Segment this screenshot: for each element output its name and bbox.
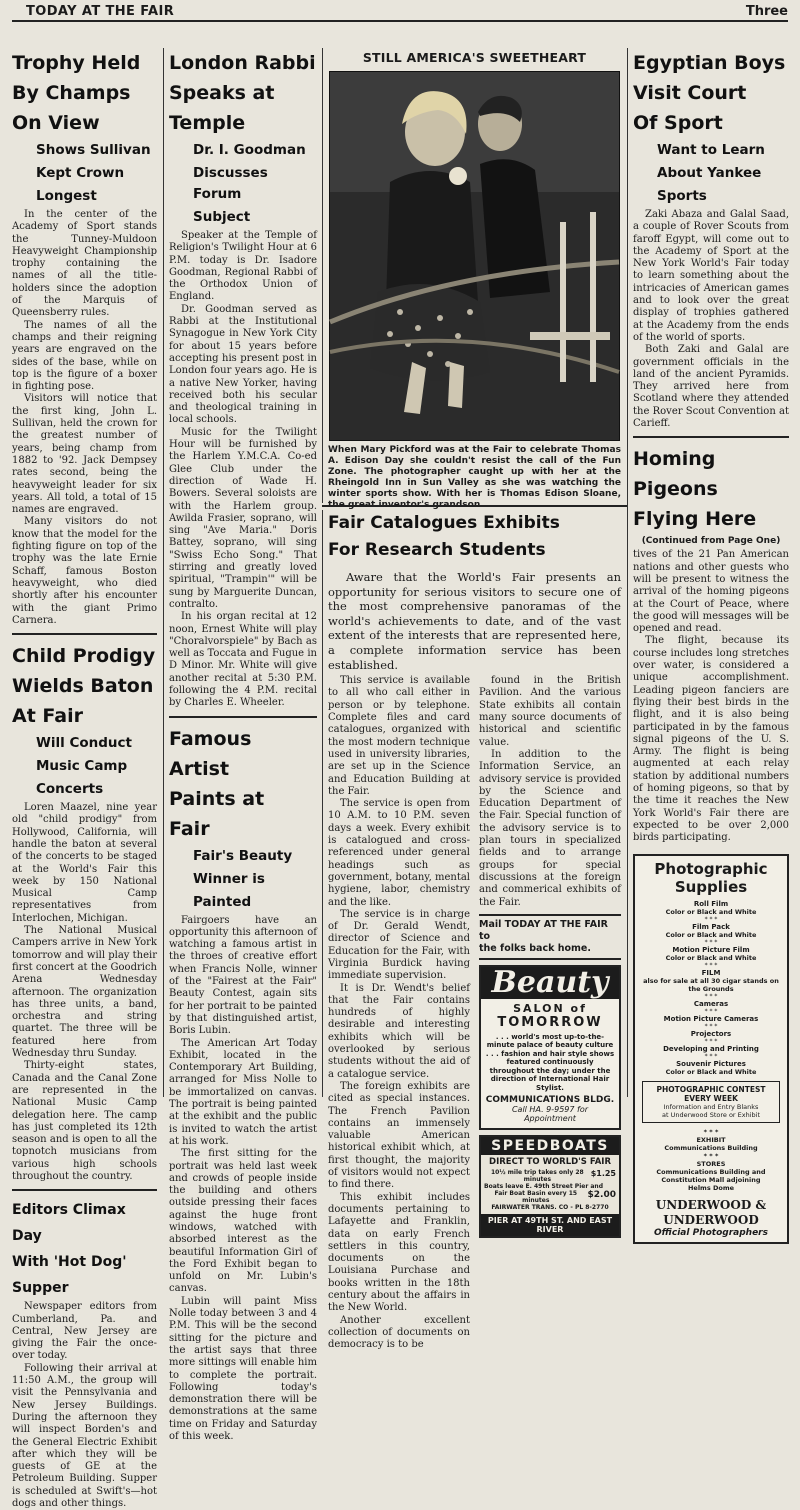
headline: For Research Students (328, 540, 546, 560)
article-egyptian-boys (633, 48, 789, 430)
paragraph: Both Zaki and Galal are government officials in the land of the ancient Pyramids. They arrived here from Scotland where they attended the Rover Scout Convention at Carieff. (633, 344, 789, 430)
paragraph: In his organ recital at 12 noon, Ernest White will play "Choralvorspiele" by Bach as well as Toccata and Fugue in D Minor. Mr. White will give another recital at 5:30 P.M. following the 4 P.M. recital by Charles E. Wheeler. (169, 611, 317, 709)
headline: On View (12, 112, 100, 134)
photo-caption: When Mary Pickford was at the Fair to celebrate Thomas A. Edison Day she couldn't resist the call of the Fun Zone. The photographer caught up with her at the Rheingold Inn in Sun Valley as she was watching the winter sports show. With her is Thomas Edison Sloane, (328, 445, 621, 499)
mail-line: the folks back home. (479, 942, 591, 954)
column-4 (633, 48, 789, 1239)
supply-item (640, 1045, 782, 1053)
deck: Fair's Beauty (193, 847, 293, 864)
paragraph: The first sitting for the portrait was held last week and crowds of people inside the building and others outside pressing their faces against the huge front windows, watched with absorbed interest as the beautiful Information Girl of the Ford Exhibit began to unfold on Mr. Lubin's canvas. (169, 1148, 317, 1295)
masthead-title: TODAY AT THE FAIR (26, 4, 175, 19)
exhibit-info (640, 1128, 782, 1192)
paragraph: Many visitors do not know that the model for the fighting figure on top of the trophy was the late Ernie Schaff, famous Boston heavyweight, who died shortly after his encounter with the giant Primo Carnera. (12, 516, 157, 626)
mary-pickford-photo (329, 71, 620, 441)
stars: * * * (703, 1128, 719, 1137)
paragraph: Music for the Twilight Hour will be furnished by the Harlem Y.M.C.A. Co-ed Glee Club under the direction of Wade H. Bowers. Several soloists are with the Harlem group. Awilda Frasier, soprano, will sing "Ave Maria." Doris Battey, soprano, will sing "Swiss Echo Song." That stirring and greatly loved spiritual, "Trampin'" will be sung by Marguerite Duncan, contralto. (169, 426, 317, 610)
headline: At Fair (12, 705, 83, 728)
speedboats-line: 10½ mile trip takes only 28 minutes (490, 1169, 584, 1184)
headline: Paints at (169, 787, 265, 810)
masthead (12, 2, 788, 22)
divider (479, 958, 621, 960)
headline: London Rabbi (169, 52, 316, 74)
contest-line: EVERY WEEK (684, 1094, 738, 1104)
speedboats-subtitle: DIRECT TO WORLD'S FAIR (489, 1157, 611, 1168)
supply-line: Color or Black and White (665, 908, 757, 917)
ad-title: Supplies (674, 878, 748, 897)
deck: Painted (193, 893, 252, 910)
firm-line: UNDERWOOD & (655, 1198, 767, 1213)
exhibit-line: Constitution Mall adjoining (661, 1176, 761, 1185)
deck: Kept Crown (36, 165, 125, 181)
ad-title: Photographic (654, 860, 768, 879)
article-trophy (12, 48, 157, 627)
paragraph: In the center of the Academy of Sport stands the Tunney-Muldoon Heavyweight Championship trophy containing the names of all the title-holders since the adoption of the Marquis of Queensberry rules. (12, 209, 157, 319)
column-1 (12, 48, 157, 1510)
paragraph: Lubin will paint Miss Nolle today between 3 and 4 P.M. This will be the second sitting for the picture and the artist says that three more sittings will enable him to complete the portrait. Following today's demonstration there will be demonstrations at the same time on Friday and Saturday of this week. (169, 1295, 317, 1443)
divider (169, 716, 317, 718)
price: $2.00 (587, 1190, 616, 1201)
article-column-right (479, 675, 621, 1351)
headline: Homing Pigeons (633, 448, 718, 501)
stars: * * * (704, 1038, 718, 1046)
stars: * * * (704, 962, 718, 970)
deck: Discusses Forum (193, 165, 268, 202)
paragraph: This service is available to all who call either in person or by telephone. Complete files and card catalogues, organized with the most modern technique used in university libraries, are set up in the Science and Education Building at the Fair. (328, 675, 470, 797)
paragraph: Thirty-eight states, Canada and the Canal Zone are represented in the National Music Camp delegation here. The camp has just completed its 12th season and is open to all the topnotch musicians from various high schools throughout the country. (12, 1060, 157, 1182)
headline: Fair (169, 817, 210, 840)
stars: * * * (704, 1008, 718, 1016)
deck: Concerts (36, 781, 104, 798)
headline: Speaks at (169, 82, 275, 104)
column-2 (169, 48, 317, 1443)
photo-banner: STILL AMERICA'S SWEETHEART (362, 50, 587, 65)
supply-line: also for sale at all 30 cigar stands on the Grounds (643, 977, 779, 994)
paragraph: Loren Maazel, nine year old "child prodigy" from Hollywood, California, will handle the baton at several of the concerts to be staged at the World's Fair this week by 150 National Musical Camp representatives from Interlochen, Michigan. (12, 802, 157, 924)
supply-list (640, 900, 782, 1076)
supply-line: Color or Black and White (665, 954, 757, 963)
headline: Visit Court (633, 82, 747, 104)
paragraph: This exhibit includes documents pertaining to Lafayette and Franklin, data on early French settlers in this country, documents on the Louisiana Purchase and books written in the 18th century about the affairs in the New World. (328, 1191, 470, 1314)
supply-line: Motion Picture Film (672, 946, 750, 955)
column-rule (627, 48, 628, 1097)
paragraph: Fairgoers have an opportunity this afternoon of watching a famous artist in the throes of creative effort when Francis Nolle, winner of the "Fairest at the Fair" Beauty Contest, again sits for her portrait to be painted by that distinguished artist, Boris Lubin. (169, 914, 317, 1037)
page-number: Three (745, 4, 788, 19)
paragraph: Following their arrival at 11:50 A.M., the group will visit the Pennsylvania and New Jersey Buildings. During the afternoon they will inspect Borden's and the General Electric Exhibit after which they will be guests of GE at the Petroleum Building. Supper is scheduled at Swift's—hot dogs and other things. (12, 1362, 157, 1510)
headline: Trophy Held (12, 52, 141, 74)
supply-line: Film Pack (692, 923, 730, 932)
salon-phone: Call HA. 9-9597 for Appointment (511, 1105, 589, 1124)
supply-item (640, 1000, 782, 1008)
salon-description: . . . world's most up-to-the-minute palace of beauty culture . . . fashion and hair style shows featured continuously throughout the day; under the direction of International Hair Stylist. (485, 1032, 615, 1092)
paragraph: The service is open from 10 A.M. to 10 P.M. seven days a week. Every exhibit is catalogued and cross-referenced under general headings such as government, botany, mental hygiene, labor, chemistry and the like. (328, 798, 470, 908)
beauty-salon-ad (479, 965, 621, 1131)
photo-feature (328, 48, 621, 503)
stars: * * * (704, 993, 718, 1001)
divider (12, 1189, 157, 1191)
price: $1.25 (590, 1169, 616, 1179)
paragraph: Zaki Abaza and Galal Saad, a couple of Rover Scouts from faroff Egypt, will come out to the Academy of Sport at the New York World's Fair today to learn something about the intricacies of American games and to look over the great display of trophies gathered at the Academy from the ends of the world of sports. (633, 209, 789, 343)
stars: * * * (704, 916, 718, 924)
article-catalogues (328, 510, 621, 1351)
lead-paragraph: Aware that the World's Fair presents an opportunity for serious visitors to secure one of the most comprehensive panoramas of the world's achievements to date, and of the vast extent of the interests that are represented here, a complete information service has been established. (328, 570, 621, 672)
paragraph: Another excellent collection of documents on democracy is to be (328, 1314, 470, 1351)
paragraph: Visitors will notice that the first king, John L. Sullivan, held the crown for the greatest number of years, being champ from 1882 to '92. Jack Dempsey rates second, being the heavyweight leader for six years. All told, a total of 15 names are engraved. (12, 393, 157, 516)
supply-line: Projectors (690, 1030, 732, 1039)
continued-note: (Continued from Page One) (641, 536, 781, 547)
headline: Flying Here (633, 508, 757, 531)
speedboats-ad (479, 1135, 621, 1238)
article-column-left (328, 675, 470, 1351)
article-editors (12, 1197, 157, 1510)
supply-line: Color or Black and White (665, 1068, 757, 1077)
deck: Longest (36, 188, 97, 204)
speedboats-row (484, 1169, 616, 1183)
speedboats-pier: PIER AT 49TH ST. AND EAST RIVER (481, 1214, 619, 1236)
paragraph: Dr. Goodman served as Rabbi at the Institutional Synagogue in New York City for about 15 years before accepting his present post in London four years ago. He is a native New Yorker, having received both his secular and theological training in local schools. (169, 303, 317, 426)
article-london-rabbi (169, 48, 317, 710)
supply-line: Roll Film (693, 900, 729, 909)
exhibit-line: EXHIBIT (696, 1136, 726, 1145)
exhibit-line: Helms Dome (687, 1184, 735, 1193)
paragraph: The names of all the champs and their reigning years are engraved on the sides of the base, while on top is the figure of a boxer in fighting pose. (12, 319, 157, 393)
exhibit-line: STORES (696, 1160, 726, 1169)
deck: About Yankee (657, 165, 762, 181)
divider (12, 633, 157, 635)
column-rule (322, 510, 323, 1097)
headline: Fair Catalogues Exhibits (328, 513, 560, 533)
deck: Shows Sullivan (36, 142, 151, 158)
stars: * * * (704, 1023, 718, 1031)
headline: By Champs (12, 82, 131, 104)
divider (322, 505, 627, 507)
photo-illustration (330, 72, 619, 440)
deck: Winner is (193, 870, 265, 887)
article-famous-artist (169, 724, 317, 1444)
supply-item (640, 1060, 782, 1076)
firm-tagline: Official Photographers (654, 1228, 768, 1239)
paragraph: The service is in charge of Dr. Gerald Wendt, director of Science and Education for the Fair, with Virginia Burdick having immediate supervision. (328, 908, 470, 982)
speedboats-row (484, 1190, 616, 1204)
contest-line: Information and Entry Blanks (663, 1103, 759, 1112)
firm-name (640, 1198, 782, 1228)
headline: Child Prodigy (12, 645, 156, 668)
deck: Music Camp (36, 758, 128, 775)
article-homing-pigeons (633, 444, 789, 844)
stars: * * * (704, 1053, 718, 1061)
headline: Wields Baton (12, 675, 154, 698)
headline: Editors Climax Day (12, 1202, 126, 1245)
exhibit-line: Communications Building and (656, 1168, 766, 1177)
paragraph: Speaker at the Temple of Religion's Twilight Hour at 6 P.M. today is Dr. Isadore Goodman, Regional Rabbi of the Orthodox Union of England. (169, 230, 317, 303)
deck: Dr. I. Goodman (193, 142, 306, 158)
mail-notice (479, 919, 621, 955)
headline: With 'Hot Dog' Supper (12, 1254, 127, 1297)
paragraph: Newspaper editors from Cumberland, Pa. and Central, New Jersey are giving the Fair the once-over today. (12, 1301, 157, 1362)
supply-line: Cameras (693, 1000, 729, 1009)
supply-item (640, 900, 782, 916)
paragraph: In addition to the Information Service, an advisory service is provided by the Science and Education Department of the Fair. Special function of the advisory service is to plan tours in specialized fields and to arrange groups for special discussions at the foreign and commerical exhibits of the Fair. (479, 748, 621, 908)
supply-item (640, 923, 782, 939)
supply-item (640, 969, 782, 993)
divider (633, 436, 789, 438)
column-rule (163, 48, 164, 1097)
contest-line: at Underwood Store or Exhibit (661, 1111, 761, 1120)
stars: * * * (703, 1152, 719, 1161)
paragraph: The American Art Today Exhibit, located in the Contemporary Art Building, arranged for Miss Nolle to be immortalized on canvas. The portrait is being painted at the exhibit and the public is invited to watch the artist at his work. (169, 1037, 317, 1147)
headline: Of Sport (633, 112, 723, 134)
exhibit-line: Communications Building (664, 1144, 758, 1153)
paragraph: It is Dr. Wendt's belief that the Fair contains hundreds of highly desirable and interesting exhibits which will be overlooked by serious students without the aid of a catalogue service. (328, 982, 470, 1080)
photographic-supplies-ad (633, 854, 789, 1244)
headline: Famous Artist (169, 727, 252, 780)
beauty-logo: Beauty (481, 967, 619, 999)
firm-line: UNDERWOOD (663, 1213, 759, 1228)
headline: Temple (169, 112, 246, 134)
supply-line: Motion Picture Cameras (663, 1015, 759, 1024)
column-rule (322, 48, 323, 503)
supply-item (640, 946, 782, 962)
headline: Egyptian Boys (633, 52, 786, 74)
paragraph: found in the British Pavilion. And the various State exhibits all contain many source documents of historical and scientific value. (479, 675, 621, 748)
deck: Want to Learn (657, 142, 765, 158)
supply-item (640, 1015, 782, 1023)
article-columns (328, 675, 621, 1351)
paragraph: The flight, because its course includes long stretches over water, is considered a unique accomplishment. Leading pigeon fanciers are flying their best birds in the flight, and it is also being participated in by the famous signal pigeons of the U. S. Army. The flight is being augmented at each relay station by additional numbers of homing pigeons, so that by the time it reaches the New York World's Fair there are expected to be over 2,000 birds participating. (633, 635, 789, 844)
paragraph: The foreign exhibits are cited as special instances. The French Pavilion contains an immensely valuable American historical exhibit which, at first thought, the majority of visitors would not expect to find there. (328, 1080, 470, 1191)
speedboats-line: FAIRWATER TRANS. CO - PL 8-2770 (491, 1204, 609, 1212)
salon-line: SALON of (513, 1001, 587, 1015)
deck: Sports (657, 188, 707, 204)
supply-line: Developing and Printing (663, 1045, 759, 1054)
speedboats-title: SPEEDBOATS (481, 1137, 619, 1155)
salon-building: COMMUNICATIONS BLDG. (485, 1095, 615, 1106)
speedboats-line: Fair Boat Basin every 15 minutes (494, 1190, 578, 1205)
paragraph: tives of the 21 Pan American nations and other guests who will be present to witness the arrival of the homing pigeons at the Court of Peace, where the good will messages will be opened and read. (633, 549, 789, 635)
supply-item (640, 1030, 782, 1038)
deck: Will Conduct (36, 735, 132, 752)
divider (479, 914, 621, 916)
tomorrow-line: TOMORROW (497, 1014, 603, 1030)
supply-line: FILM (701, 969, 721, 978)
supply-line: Souvenir Pictures (676, 1060, 746, 1069)
contest-box (642, 1081, 780, 1123)
contest-line: PHOTOGRAPHIC CONTEST (656, 1085, 766, 1095)
stars: * * * (704, 939, 718, 947)
paragraph: The National Musical Campers arrive in New York tomorrow and will play their first concert at the Goodrich Arena Wednesday afternoon. The organization has three units, a band, orchestra and string quartet. The three will be featured here from Wednesday thru Sunday. (12, 925, 157, 1060)
mail-line: Mail TODAY AT THE FAIR to (479, 918, 608, 942)
deck: Subject (193, 209, 251, 225)
supply-line: Color or Black and White (665, 931, 757, 940)
article-child-prodigy (12, 641, 157, 1183)
speedboats-line: Boats leave E. 49th Street Pier and (484, 1183, 603, 1191)
